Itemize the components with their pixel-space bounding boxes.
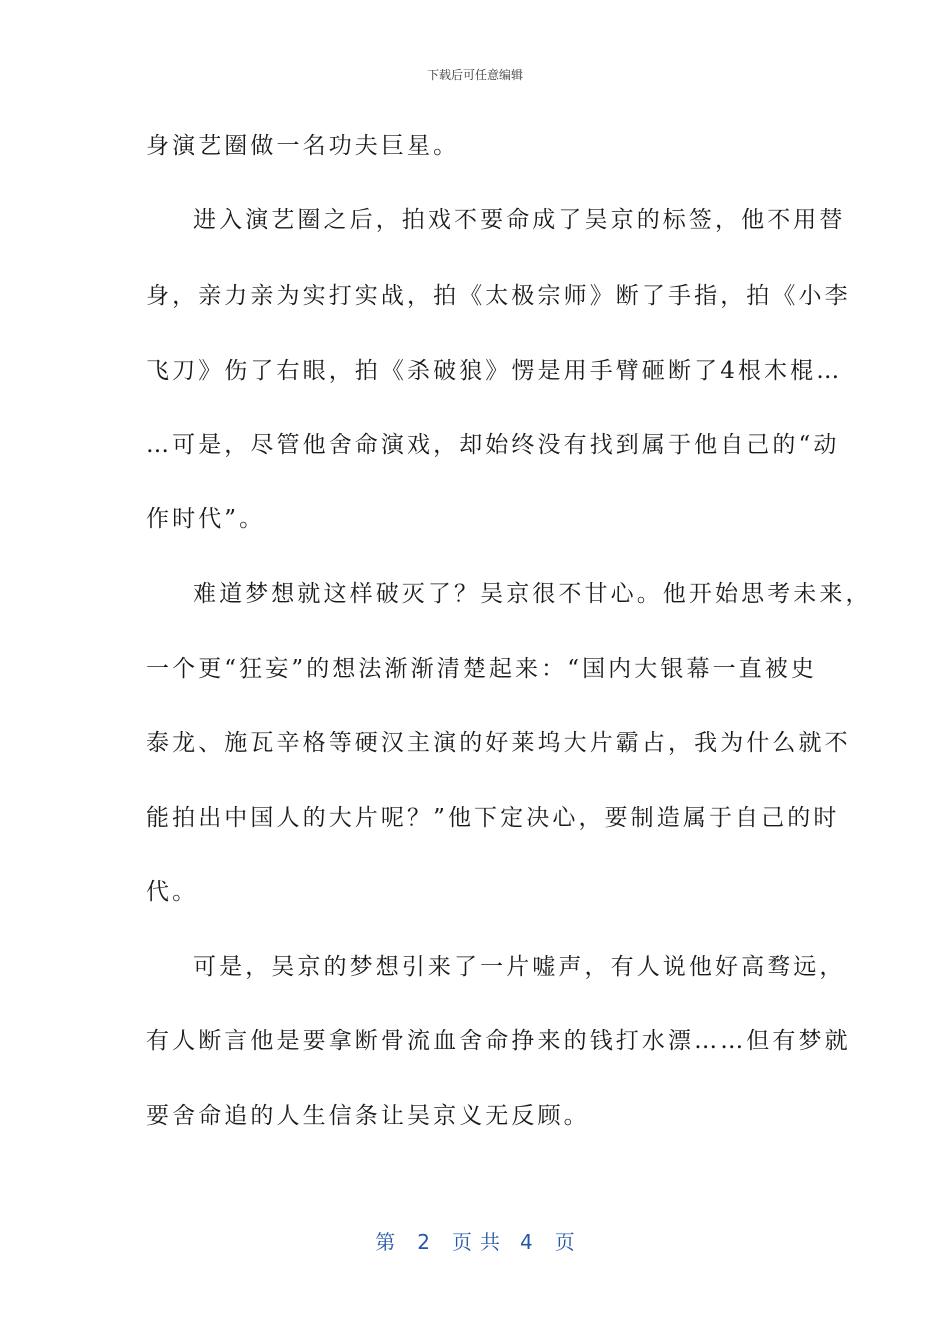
- text-line: 身演艺圈做一名功夫巨星。: [146, 133, 460, 159]
- page-header-note: 下载后可任意编辑: [426, 68, 523, 82]
- text-line: 有人断言他是要拿断骨流血舍命挣来的钱打水漂……但有梦就: [146, 1028, 851, 1054]
- footer-current-page: 2: [417, 1230, 430, 1254]
- text-line: 可是，吴京的梦想引来了一片嘘声，有人说他好高骛远，: [193, 954, 846, 980]
- text-line: …可是，尽管他舍命演戏，却始终没有找到属于他自己的“动: [146, 432, 840, 458]
- text-line: 一个更“狂妄”的想法渐渐清楚起来：“国内大银幕一直被史: [146, 656, 817, 682]
- text-line: 难道梦想就这样破灭了？吴京很不甘心。他开始思考未来，: [193, 581, 872, 607]
- footer-middle: 页共: [452, 1230, 508, 1254]
- text-line: 进入演艺圈之后，拍戏不要命成了吴京的标签，他不用替: [193, 207, 846, 233]
- text-line: 作时代”。: [146, 506, 266, 532]
- text-line: 能拍出中国人的大片呢？”他下定决心，要制造属于自己的时: [146, 805, 840, 831]
- text-line: 飞刀》伤了右眼，拍《杀破狼》愣是用手臂砸断了4根木棍…: [146, 358, 843, 384]
- text-line: 代。: [146, 879, 199, 905]
- text-line: 泰龙、施瓦辛格等硬汉主演的好莱坞大片霸占，我为什么就不: [146, 730, 851, 756]
- footer-total-pages: 4: [520, 1230, 533, 1254]
- footer-prefix: 第: [375, 1230, 396, 1254]
- page-footer: [0, 1226, 950, 1255]
- text-line: 身，亲力亲为实打实战，拍《太极宗师》断了手指，拍《小李: [146, 283, 851, 309]
- footer-suffix: 页: [554, 1230, 575, 1254]
- text-line: 要舍命追的人生信条让吴京义无反顾。: [146, 1103, 590, 1129]
